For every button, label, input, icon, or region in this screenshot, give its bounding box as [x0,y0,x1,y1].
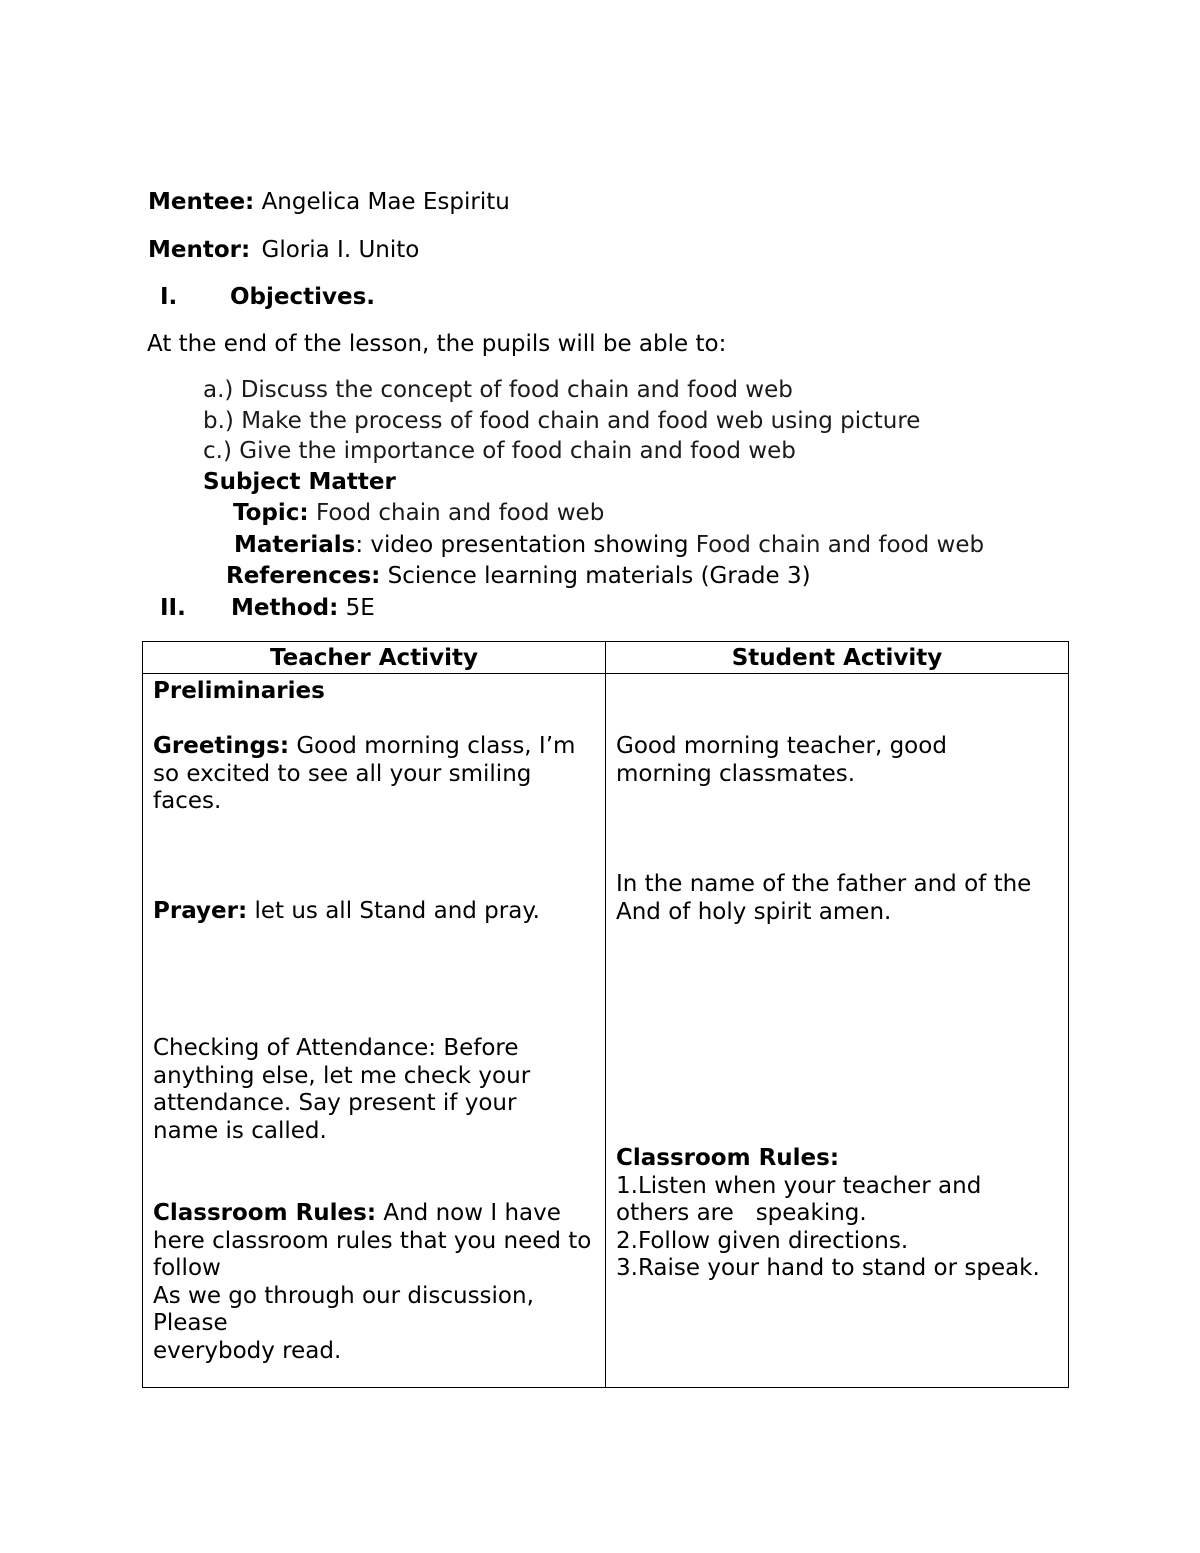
table-row [143,674,1069,1388]
materials-value-b: Food chain and food web [695,532,985,558]
activity-table [142,641,1069,1388]
method-label: Method: [231,595,339,621]
teacher-rules-text: And now I have here classroom rules that you need to follow [153,1200,592,1281]
mentee-label: Mentee: [148,189,255,215]
subject-matter-title [203,468,396,496]
references-value: Science learning materials (Grade 3) [387,563,811,589]
objectives-intro: At the end of the lesson, the pupils will be able to: [147,331,727,357]
student-activity-cell [606,674,1069,1388]
student-rules-block [616,1145,1060,1283]
student-rule-item: others are speaking. [616,1200,867,1226]
materials-line [234,531,984,559]
topic-value: Food chain and food web [315,500,605,526]
student-rule-item: 1.Listen when your teacher and [616,1172,982,1199]
prayer-reply-block [616,871,1068,926]
topic-line [233,499,604,527]
attendance-text: Checking of Attendance: Before anything else, let me check your attendance. Say present if your name is called. [153,1035,531,1144]
subject-matter-title-text: Subject Matter [203,469,396,495]
teacher-activity-cell [143,674,606,1388]
prayer-label: Prayer: [153,898,248,924]
references-label: References: [226,563,381,589]
objectives-numeral: I. [160,284,178,310]
greeting-reply-block [616,733,1008,788]
teacher-rules-line3: everybody read. [153,1337,342,1364]
objective-item: c.) Give the importance of food chain and food web [203,438,796,464]
table-header-row [143,642,1069,674]
greetings-text: Good morning class, I’m so excited to see all your smiling faces. [153,733,576,814]
preliminaries-text: Preliminaries [153,678,325,704]
references-line [226,562,811,590]
teacher-rules-label: Classroom Rules: [153,1200,377,1226]
objectives-title-text: Objectives. [230,284,376,310]
student-rules-title: Classroom Rules: [616,1145,840,1171]
prayer-reply-text: In the name of the father and of the And of holy spirit amen. [616,871,1032,925]
mentee-line [148,188,510,216]
student-rule-item: 2.Follow given directions. [616,1227,909,1254]
student-rule-item: 3.Raise your hand to stand or speak. [616,1255,1040,1281]
objective-item: b.) Make the process of food chain and food web using picture [203,408,921,434]
prayer-block [153,898,597,926]
greetings-label: Greetings: [153,733,290,759]
topic-label: Topic: [233,500,309,526]
preliminaries-heading [153,678,597,706]
materials-value-a: video presentation showing [363,532,696,558]
materials-label: Materials [234,532,356,558]
mentor-label: Mentor: [148,237,251,263]
method-numeral: II. [160,595,186,621]
mentor-line [148,236,419,264]
teacher-rules-block [153,1200,597,1365]
mentee-name: Angelica Mae Espiritu [261,189,510,215]
student-activity-header: Student Activity [606,642,1069,674]
materials-colon: : [355,532,364,558]
attendance-block [153,1035,545,1145]
objectives-title [230,283,375,311]
method-line [231,594,375,622]
greeting-reply-text: Good morning teacher, good morning classmates. [616,733,947,787]
mentor-name: Gloria I. Unito [261,237,420,263]
greetings-block [153,733,597,816]
teacher-rules-line2: As we go through our discussion, Please [153,1282,534,1336]
prayer-text: let us all Stand and pray. [254,898,540,924]
method-value: 5E [345,595,375,621]
teacher-activity-header: Teacher Activity [143,642,606,674]
objective-item: a.) Discuss the concept of food chain and food web [203,377,793,403]
